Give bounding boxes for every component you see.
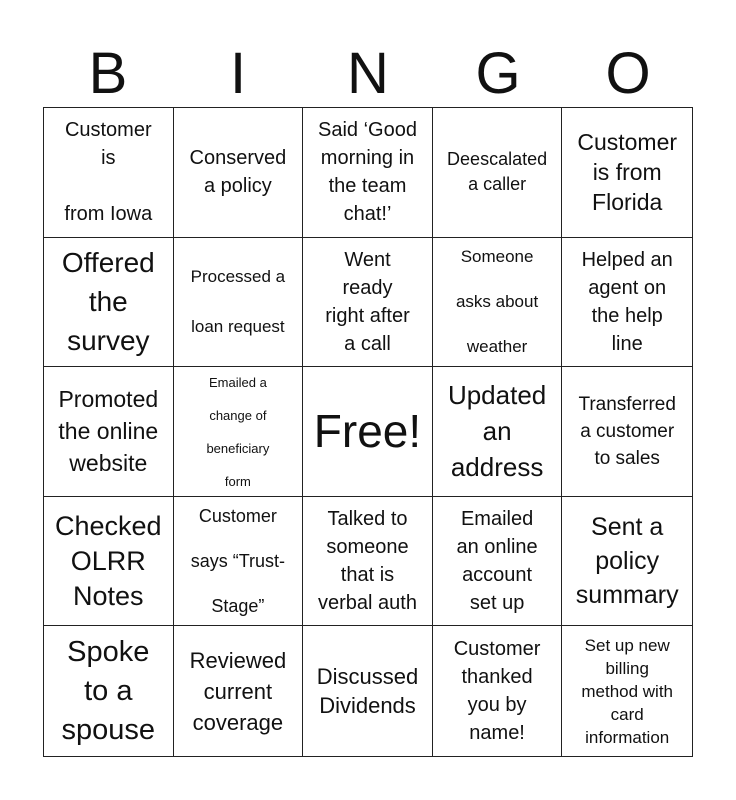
bingo-cell-text: Emailed an online account set up xyxy=(456,508,538,615)
bingo-cell-text: Updated an address xyxy=(447,380,547,483)
bingo-cell-text: Customer is from Iowa xyxy=(64,119,153,226)
bingo-cell-text: Deescalated a caller xyxy=(447,149,548,195)
bingo-cell-text: Promoted the online website xyxy=(58,386,159,477)
bingo-cell-r4c2[interactable] xyxy=(174,497,304,627)
bingo-cell-text: Talked to someone that is verbal auth xyxy=(318,508,417,615)
bingo-cell-r3c3-free-space[interactable] xyxy=(303,367,433,497)
bingo-cell-r2c4[interactable] xyxy=(433,238,563,368)
header-letter-i: I xyxy=(229,41,247,106)
bingo-cell-r2c1[interactable] xyxy=(44,238,174,368)
bingo-cell-r2c3[interactable] xyxy=(303,238,433,368)
bingo-cell-text: Went ready right after a call xyxy=(325,248,410,355)
bingo-cell-text: Reviewed current coverage xyxy=(189,647,287,735)
bingo-cell-r4c4[interactable] xyxy=(433,497,563,627)
bingo-cell-r4c5[interactable] xyxy=(562,497,692,627)
bingo-cell-text: Free! xyxy=(313,405,422,458)
bingo-cell-r1c5[interactable] xyxy=(562,108,692,238)
bingo-cell-text: Emailed a change of beneficiary form xyxy=(206,374,270,489)
bingo-cell-text: Customer says “Trust- Stage” xyxy=(190,505,286,616)
bingo-cell-r3c5[interactable] xyxy=(562,367,692,497)
bingo-cell-text: Sent a policy summary xyxy=(575,513,679,610)
bingo-cell-text: Customer is from Florida xyxy=(577,129,678,216)
bingo-cell-text: Offered the survey xyxy=(61,247,155,357)
bingo-cell-text: Discussed Dividends xyxy=(316,664,419,719)
bingo-cell-text: Customer thanked you by name! xyxy=(453,638,541,745)
bingo-cell-text: Helped an agent on the help line xyxy=(581,248,673,355)
bingo-cell-r5c2[interactable] xyxy=(174,626,304,756)
bingo-cell-r5c5[interactable] xyxy=(562,626,692,756)
bingo-cell-r5c3[interactable] xyxy=(303,626,433,756)
header-letter-n: N xyxy=(347,41,389,106)
bingo-cell-r1c1[interactable] xyxy=(44,108,174,238)
bingo-cell-text: Conserved a policy xyxy=(189,147,287,198)
header-letter-o: O xyxy=(605,41,651,106)
bingo-cell-r4c3[interactable] xyxy=(303,497,433,627)
header-letter-b: B xyxy=(88,41,128,106)
bingo-cell-text: Spoke to a spouse xyxy=(61,635,156,746)
header-letter-g: G xyxy=(475,41,521,106)
bingo-cell-text: Checked OLRR Notes xyxy=(55,510,162,611)
bingo-cell-r1c4[interactable] xyxy=(433,108,563,238)
bingo-cell-text: Someone asks about weather xyxy=(455,247,539,357)
bingo-cell-r3c4[interactable] xyxy=(433,367,563,497)
bingo-cell-r5c4[interactable] xyxy=(433,626,563,756)
bingo-cell-r5c1[interactable] xyxy=(44,626,174,756)
bingo-cell-r2c2[interactable] xyxy=(174,238,304,368)
bingo-cell-r2c5[interactable] xyxy=(562,238,692,368)
bingo-cell-r1c3[interactable] xyxy=(303,108,433,238)
bingo-cell-r4c1[interactable] xyxy=(44,497,174,627)
bingo-header xyxy=(43,40,693,108)
bingo-cell-r1c2[interactable] xyxy=(174,108,304,238)
bingo-cell-text: Said ‘Good morning in the team chat!’ xyxy=(318,119,417,226)
bingo-cell-text: Set up new billing method with card information xyxy=(581,635,674,747)
bingo-cell-text: Transferred a customer to sales xyxy=(578,393,676,469)
bingo-cell-r3c1[interactable] xyxy=(44,367,174,497)
bingo-cell-r3c2[interactable] xyxy=(174,367,304,497)
bingo-cell-text: Processed a loan request xyxy=(190,266,286,336)
bingo-grid xyxy=(43,107,693,757)
